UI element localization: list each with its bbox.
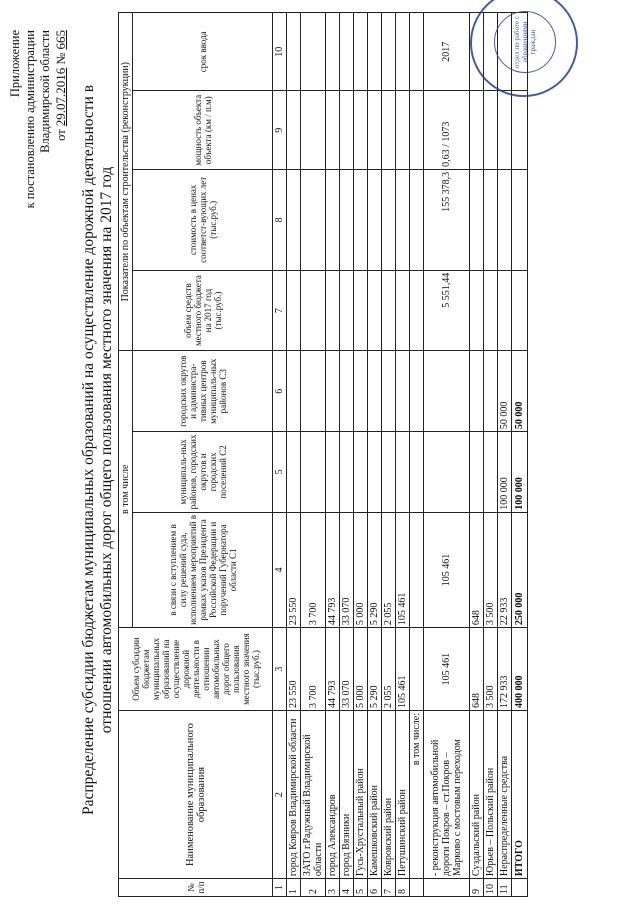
total-value: 23 550 (287, 628, 301, 711)
table-row (340, 13, 354, 897)
commission-year-value: 2017 (424, 13, 470, 91)
c1-value: 22 933 (498, 512, 512, 627)
municipality-name: город Ковров Владимирской области (287, 711, 301, 879)
municipality-name: город Александров (326, 711, 340, 879)
table-row (382, 13, 396, 897)
c1-value: 44 793 (326, 512, 340, 627)
c2-value: 100 000 (498, 432, 512, 513)
col-c3-header: городских округов и администра-тивных центров муниципаль-ных районов С3 (133, 351, 273, 432)
c1-value: 648 (470, 512, 484, 627)
total-value: 648 (470, 628, 484, 711)
c1-value: 5 290 (368, 512, 382, 627)
col-index: 1 (273, 879, 287, 897)
total-value: 44 793 (326, 628, 340, 711)
table-row (326, 13, 340, 897)
row-number: 1 (287, 879, 301, 897)
object-name: - реконструкция автомобильной дороги Покров – ст.Покров – Марково с мостовым переходом (424, 711, 470, 879)
municipality-name: ЗАТО г.Радужный Владимирской области (301, 711, 326, 879)
row-number: 6 (368, 879, 382, 897)
col-c1-header: в связи с вступлением в силу решений суда, исполнением мероприятий в рамках указов Президента Российской Федерации и поручений Губернатора области С1 (133, 512, 273, 627)
row-number: 4 (340, 879, 354, 897)
c1-value: 33 070 (340, 512, 354, 627)
total-value: 105 461 (424, 628, 470, 711)
local-budget-value: 5 551,44 (424, 270, 470, 351)
col-index: 6 (273, 351, 287, 432)
table-row (368, 13, 382, 897)
total-value: 172 933 (498, 628, 512, 711)
table-row (301, 13, 326, 897)
decree-date: 29.07.2016 (53, 67, 68, 127)
col-term-header: срок ввода (133, 13, 273, 91)
c1-value: 3 700 (301, 512, 326, 627)
col-budget-header: объем средств местного бюджета на 2017 год (тыс.руб.) (133, 270, 273, 351)
municipality-name: Петушинский район (396, 711, 410, 879)
col-name-header: Наименование муниципального образования (119, 711, 273, 879)
col-index: 7 (273, 270, 287, 351)
c1-value: 2 055 (382, 512, 396, 627)
stamp-center-text: отдел по работе с обращениями граждан (494, 11, 556, 73)
total-value: 5 290 (368, 628, 382, 711)
col-capacity-header: мощность объекта объекта (км / п.м) (133, 91, 273, 169)
col-index: 3 (273, 628, 287, 711)
col-total-header: Объем субсидии бюджетам муниципальных образований на осуществление дорожной деятельности в отношении автомобильных дорог общего пользования местного значения (тыс.руб.) (119, 628, 273, 711)
total-row (512, 13, 528, 897)
total-value: 3 700 (301, 628, 326, 711)
table-row (396, 13, 410, 897)
total-value: 5 000 (354, 628, 368, 711)
municipality-name: Гусь-Хрустальный район (354, 711, 368, 879)
c1-value: 105 461 (424, 512, 470, 627)
grand-total-value: 400 000 (512, 628, 528, 711)
col-index: 5 (273, 432, 287, 513)
row-number: 2 (301, 879, 326, 897)
table-row (498, 13, 512, 897)
municipality-name: Ковровский район (382, 711, 396, 879)
municipality-name: Юрьев – Польский район (484, 711, 498, 879)
c1-value: 3 500 (484, 512, 498, 627)
row-number: 3 (326, 879, 340, 897)
row-number: 10 (484, 879, 498, 897)
table-row (410, 13, 424, 897)
c1-value: 5 000 (354, 512, 368, 627)
total-label: ИТОГО (512, 711, 528, 879)
total-value: 2 055 (382, 628, 396, 711)
col-cost-header: стоимость в ценах соответст-вующих лет (тыс.руб.) (133, 169, 273, 270)
subsidy-table (118, 12, 528, 897)
appendix-date-line (53, 30, 69, 360)
table-row (287, 13, 301, 897)
col-index: 9 (273, 91, 287, 169)
appendix-line3: Владимирской области (38, 30, 52, 153)
c3-value: 50 000 (498, 351, 512, 432)
group-objects-header: Показатели по объектам строительства (реконструкции) (119, 13, 133, 351)
c1-value: 23 550 (287, 512, 301, 627)
object-capacity-value: 0,63 / 1073 (424, 91, 470, 169)
appendix-block (8, 30, 69, 360)
c3-total-value: 50 000 (512, 351, 528, 432)
table-row (354, 13, 368, 897)
table-row (470, 13, 484, 897)
number-prefix: № (54, 52, 68, 65)
appendix-line2: к постановлению администрации (23, 30, 37, 209)
row-number: 7 (382, 879, 396, 897)
col-num-header: № п/п (119, 879, 273, 897)
date-prefix: от (54, 129, 68, 141)
including-label: в том числе: (410, 711, 424, 879)
row-number: 11 (498, 879, 512, 897)
col-index: 2 (273, 711, 287, 879)
c1-value: 105 461 (396, 512, 410, 627)
c1-total-value: 250 000 (512, 512, 528, 627)
total-value: 105 461 (396, 628, 410, 711)
object-cost-value: 155 378,3 (424, 169, 470, 270)
municipality-name: Суздальский район (470, 711, 484, 879)
col-index: 10 (273, 13, 287, 91)
municipality-name: Нераспределенные средства (498, 711, 512, 879)
total-value: 3 500 (484, 628, 498, 711)
col-index: 4 (273, 512, 287, 627)
c2-total-value: 100 000 (512, 432, 528, 513)
decree-number: 665 (53, 30, 68, 50)
table-row (484, 13, 498, 897)
municipality-name: Камешковский район (368, 711, 382, 879)
appendix-line1: Приложение (8, 30, 22, 98)
official-stamp (470, 0, 578, 97)
group-incl-header: в том числе (119, 351, 133, 628)
row-number: 8 (396, 879, 410, 897)
col-c2-header: муниципаль-ных районов, городских округов и городских поселений С2 (133, 432, 273, 513)
col-index: 8 (273, 169, 287, 270)
municipality-name: город Вязники (340, 711, 354, 879)
document-title: Распределение субсидии бюджетам муниципальных образований на осуществление дорожной деятельности в отношении автомобильных дорог общего пользования местного значения на 2017 год (80, 84, 115, 816)
row-number: 5 (354, 879, 368, 897)
table-row-subobject (424, 13, 470, 897)
row-number: 9 (470, 879, 484, 897)
total-value: 33 070 (340, 628, 354, 711)
